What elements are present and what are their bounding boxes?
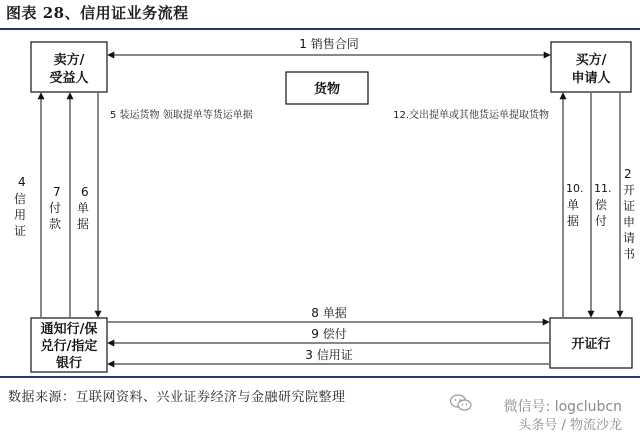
bottom-divider: [0, 376, 640, 378]
edge-10-label: 10.单据: [566, 182, 584, 228]
seller-label-2: 受益人: [49, 71, 89, 86]
advising-bank-label-1: 通知行/保: [40, 322, 98, 337]
source-note: 数据来源：互联网资料、兴业证券经济与金融研究院整理: [8, 390, 346, 405]
seller-label-1: 卖方/: [53, 53, 85, 68]
edge-11-label: 11.偿付: [594, 182, 612, 228]
buyer-box: [551, 42, 631, 92]
issuing-bank-label: 开证行: [571, 337, 611, 352]
seller-box: [31, 42, 107, 92]
figure-title: 图表 28、信用证业务流程: [6, 4, 189, 22]
edge-5-label: 5 装运货物 领取提单等货运单据: [110, 110, 253, 121]
wechat-icon: [450, 394, 472, 412]
advising-bank-label-3: 银行: [55, 356, 83, 371]
edge-1-label: 1 销售合同: [299, 37, 359, 51]
edge-2-label: 2 开证申请书: [623, 167, 636, 261]
edge-6-label: 6 单据: [77, 185, 90, 231]
buyer-label-2: 申请人: [571, 71, 611, 86]
edge-12-label: 12.交出提单或其他货运单提取货物: [393, 110, 549, 121]
edge-8-label: 8 单据: [311, 306, 347, 320]
edge-9-label: 9 偿付: [311, 327, 347, 341]
buyer-label-1: 买方/: [575, 53, 607, 68]
watermark-wechat: 微信号: logclubcn: [503, 399, 622, 415]
goods-label: 货物: [313, 82, 341, 97]
goods-box: [286, 72, 368, 104]
advising-bank-box: [31, 318, 107, 372]
edge-4-label: 4 信用证: [14, 175, 27, 238]
watermark-toutiao: 头条号 / 物流沙龙: [518, 418, 622, 433]
advising-bank-label-2: 兑行/指定: [40, 339, 98, 354]
edge-3-label: 3 信用证: [305, 348, 353, 362]
issuing-bank-box: [550, 318, 632, 368]
edge-7-label: 7 付款: [49, 185, 62, 231]
